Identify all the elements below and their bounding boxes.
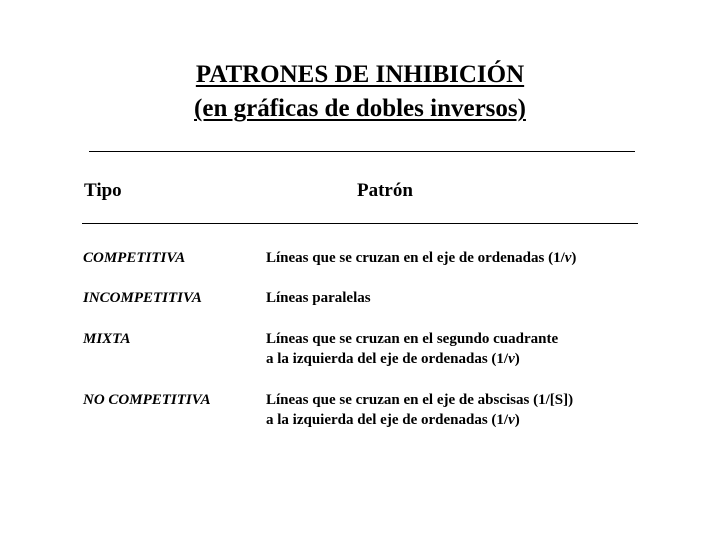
pattern-line: Líneas que se cruzan en el segundo cuadrante bbox=[266, 331, 559, 347]
title-block bbox=[0, 58, 720, 126]
row-pattern-incompetitiva bbox=[266, 288, 371, 308]
row-pattern-competitiva bbox=[266, 248, 576, 268]
pattern-line: Líneas que se cruzan en el eje de abscisas (1/[S]) bbox=[266, 392, 574, 408]
row-type-mixta: MIXTA bbox=[83, 331, 131, 347]
page-subtitle: (en gráficas de dobles inversos) bbox=[194, 95, 526, 122]
divider-header bbox=[82, 223, 638, 224]
pattern-line: a la izquierda del eje de ordenadas (1/v) bbox=[266, 412, 520, 428]
pattern-line: Líneas que se cruzan en el eje de ordenadas (1/v) bbox=[266, 250, 577, 266]
divider-top bbox=[89, 151, 635, 152]
column-header-type: Tipo bbox=[84, 180, 122, 201]
row-pattern-no-competitiva bbox=[266, 390, 573, 430]
row-pattern-mixta bbox=[266, 329, 558, 369]
row-type-competitiva: COMPETITIVA bbox=[83, 250, 186, 266]
pattern-line: Líneas paralelas bbox=[266, 290, 371, 306]
row-type-no-competitiva: NO COMPETITIVA bbox=[83, 392, 211, 408]
page-title: PATRONES DE INHIBICIÓN bbox=[195, 61, 525, 88]
column-header-pattern: Patrón bbox=[357, 180, 413, 201]
row-type-incompetitiva: INCOMPETITIVA bbox=[83, 290, 202, 306]
pattern-line: a la izquierda del eje de ordenadas (1/v) bbox=[266, 351, 520, 367]
